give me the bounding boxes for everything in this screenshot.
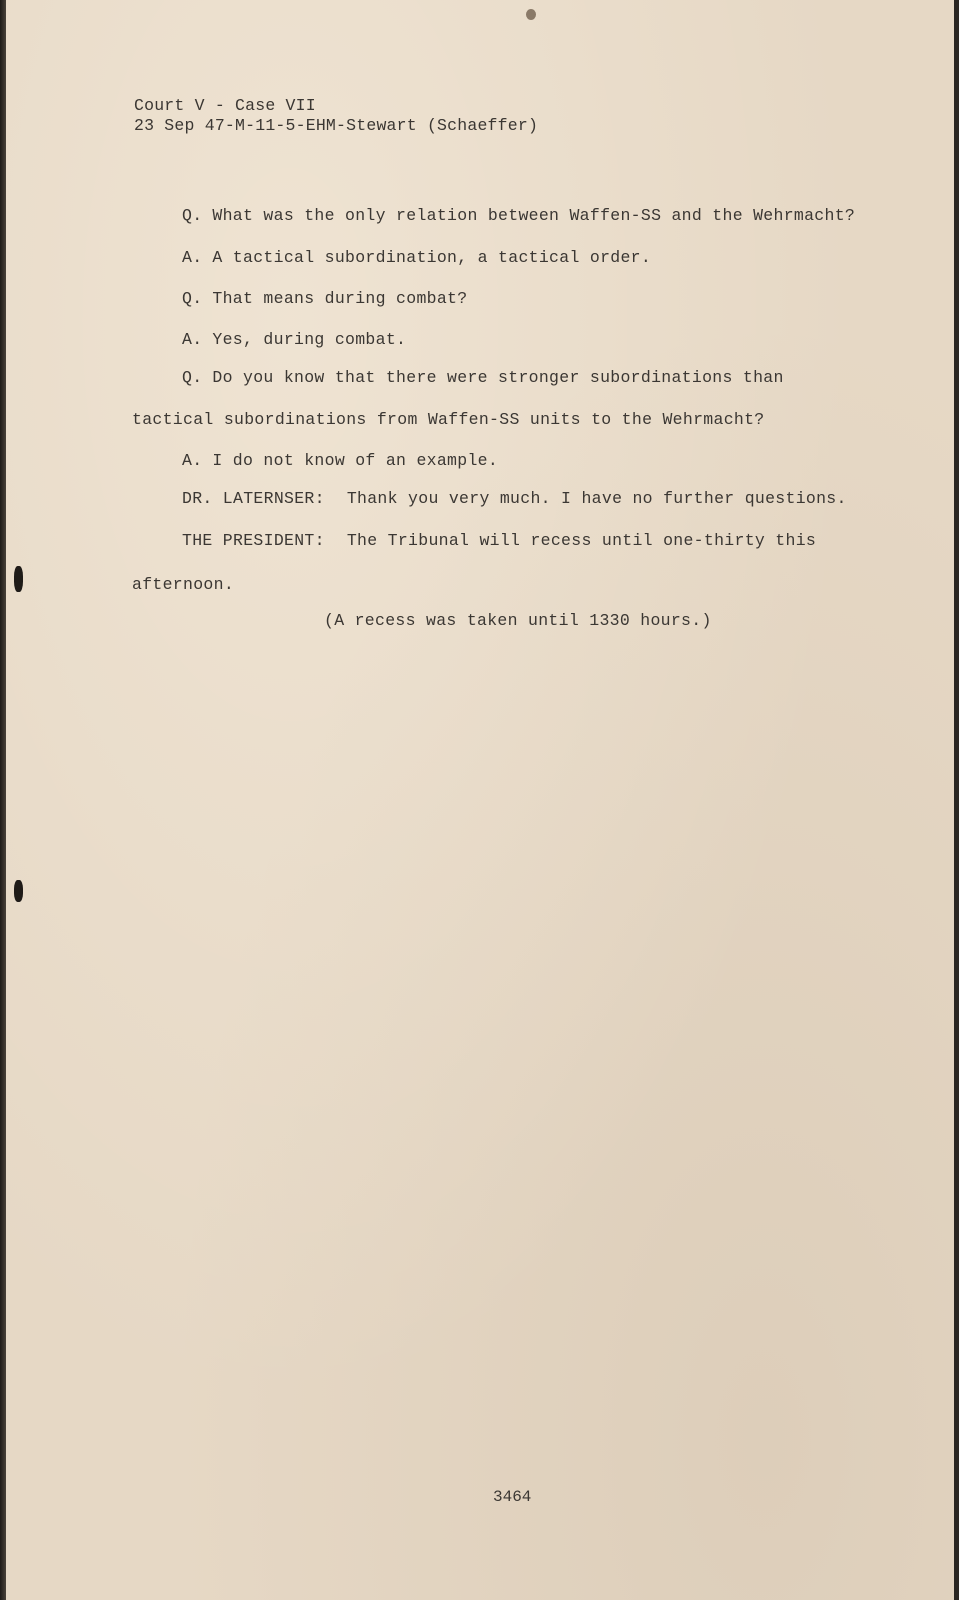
transcript-line [182, 451, 498, 470]
document-header [134, 96, 538, 136]
line-speaker: A. [182, 248, 203, 267]
line-speaker: Q. [182, 289, 203, 308]
line-speaker: Q. [182, 368, 203, 387]
line-text: tactical subordinations from Waffen-SS units to the Wehrmacht? [132, 410, 765, 429]
transcript-line [182, 206, 855, 225]
line-speaker: DR. LATERNSER: [182, 489, 325, 508]
line-text: Yes, during combat. [212, 330, 407, 349]
transcript-line [132, 575, 234, 594]
transcript-line [182, 289, 467, 308]
binding-mark [14, 566, 23, 592]
line-text: Do you know that there were stronger subordinations than [212, 368, 784, 387]
line-text: Thank you very much. I have no further questions. [346, 489, 847, 508]
transcript-line [182, 489, 847, 508]
line-speaker: A. [182, 330, 203, 349]
recess-note [324, 611, 712, 630]
line-text: That means during combat? [212, 289, 468, 308]
line-text: A tactical subordination, a tactical order. [212, 248, 652, 267]
transcript-line [182, 330, 406, 349]
line-text: The Tribunal will recess until one-thirty this [346, 531, 817, 550]
binding-mark [14, 880, 23, 902]
transcript-line [182, 248, 651, 267]
header-court-case: Court V - Case VII [134, 96, 316, 115]
line-text: afternoon. [132, 575, 235, 594]
line-text: (A recess was taken until 1330 hours.) [324, 611, 712, 630]
line-text: I do not know of an example. [212, 451, 499, 470]
line-speaker: THE PRESIDENT: [182, 531, 325, 550]
line-text: What was the only relation between Waffen-SS and the Wehrmacht? [212, 206, 856, 225]
transcript-line [182, 368, 784, 387]
line-speaker: Q. [182, 206, 203, 225]
punch-hole [526, 9, 536, 20]
document-page [6, 0, 954, 1600]
page-number: 3464 [493, 1488, 532, 1506]
transcript-line [182, 531, 816, 550]
transcript-line [132, 410, 765, 429]
header-session-info: 23 Sep 47-M-11-5-EHM-Stewart (Schaeffer) [134, 116, 539, 135]
line-speaker: A. [182, 451, 203, 470]
